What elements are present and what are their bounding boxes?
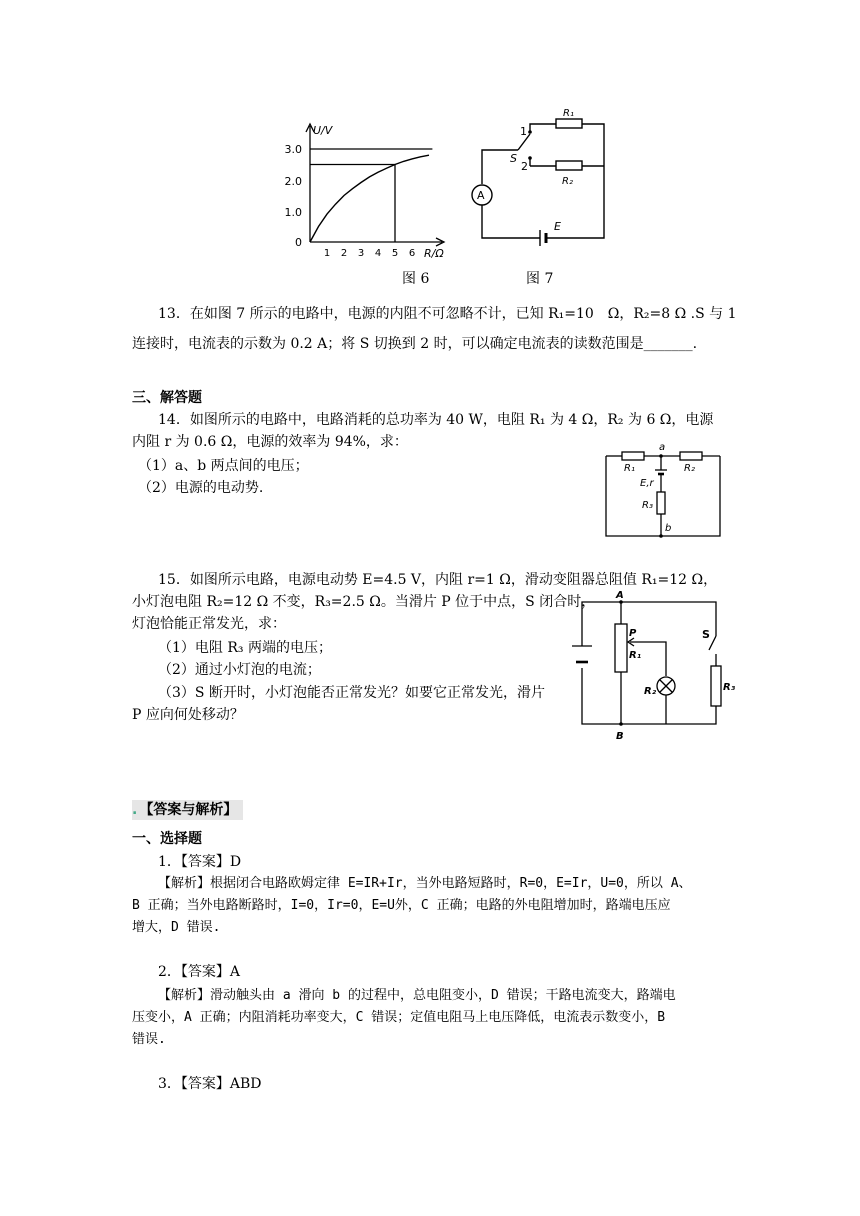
q15-label-B: B: [616, 731, 624, 742]
section3-title: 三、解答题: [132, 390, 202, 406]
fig7-ammeter-label: A: [477, 189, 485, 202]
a2-answer: 2．【答案】A: [158, 964, 241, 980]
fig6-y-tick: 3.0: [284, 143, 302, 156]
fig6-x-tick: 1: [323, 248, 331, 259]
q13-line1: 13．在如图 7 所示的电路中，电源的内阻不可忽略不计，已知 R₁=10 Ω，R₂=8 Ω .S 与 1: [158, 306, 737, 322]
q14-line2: 内阻 r 为 0.6 Ω，电源的效率为 94%，求：: [132, 434, 408, 450]
q14-sub1: （1）a、b 两点间的电压；: [138, 458, 309, 474]
q14-line1: 14．如图所示的电路中，电路消耗的总功率为 40 W，电阻 R₁ 为 4 Ω，R₂ 为 6 Ω，电源: [158, 412, 714, 428]
fig6-graph: [276, 120, 446, 262]
fig6-curve: [310, 155, 429, 242]
section1-title: 一、选择题: [132, 831, 202, 847]
q14-label-r1: R₁: [624, 463, 635, 474]
q15-label-r1: R₁: [629, 650, 642, 661]
q15-line2: 小灯泡电阻 R₂=12 Ω 不变，R₃=2.5 Ω。当滑片 P 位于中点，S 闭合时，: [132, 594, 596, 610]
q14-label-b: b: [665, 523, 672, 534]
q15-sub3b: P 应向何处移动？: [132, 707, 244, 723]
q15-line1: 15．如图所示电路，电源电动势 E=4.5 V，内阻 r=1 Ω，滑动变阻器总阻值 R₁=12 Ω，: [158, 572, 718, 588]
q14-label-er: E,r: [640, 478, 654, 489]
fig7-terminal-1: 1: [520, 125, 527, 138]
q15-label-r3: R₃: [723, 682, 736, 693]
fig6-x-tick: 4: [374, 248, 382, 259]
a1-exp3: 增大，D 错误.: [132, 920, 221, 935]
q15-sub3: （3）S 断开时，小灯泡能否正常发光？如要它正常发光，滑片: [158, 685, 545, 701]
fig6-x-tick: 2: [340, 248, 348, 259]
a2-exp1: 【解析】滑动触头由 a 滑向 b 的过程中，总电阻变小，D 错误；干路电流变大，路端电: [158, 988, 676, 1003]
q14-label-a: a: [659, 442, 666, 453]
a1-exp2: B 正确；当外电路断路时，I=0，Ir=0，E=U外，C 正确；电路的外电阻增加时，路端电压应: [132, 898, 671, 913]
fig6-x-tick: 5: [391, 248, 399, 259]
a1-exp1: 【解析】根据闭合电路欧姆定律 E=IR+Ir，当外电路短路时，R=0，E=Ir，U=0，所以 A、: [158, 876, 692, 891]
fig6-x-axis-label: R/Ω: [424, 247, 444, 260]
a3-answer: 3．【答案】ABD: [158, 1076, 262, 1092]
q15-label-r2: R₂: [644, 686, 657, 697]
a2-exp2: 压变小，A 正确；内阻消耗功率变大，C 错误；定值电阻马上电压降低，电流表示数变小，B: [132, 1010, 666, 1025]
fig7-circuit: [466, 104, 616, 244]
fig6-x-tick: 3: [357, 248, 365, 259]
fig6-caption: 图 6: [402, 271, 430, 287]
q14-sub2: （2）电源的电动势.: [138, 480, 264, 496]
q14-label-r3: R₃: [642, 500, 653, 511]
a1-answer: 1．【答案】D: [158, 854, 242, 870]
fig7-terminal-2: 2: [521, 160, 528, 173]
q13-line2: 连接时，电流表的示数为 0.2 A；将 S 切换到 2 时，可以确定电流表的读数范围是_______.: [132, 336, 698, 352]
q15-line3: 灯泡恰能正常发光，求：: [132, 616, 286, 632]
fig6-y-tick: 1.0: [284, 206, 302, 219]
q14-circuit: [598, 440, 730, 540]
fig7-label-r1: R₁: [563, 108, 574, 119]
fig6-y-tick: 0: [295, 236, 302, 249]
q14-label-r2: R₂: [684, 463, 695, 474]
fig6-y-axis-label: U/V: [313, 124, 333, 137]
fig7-caption: 图 7: [526, 271, 554, 287]
fig7-label-r2: R₂: [562, 176, 573, 187]
a2-exp3: 错误.: [132, 1032, 166, 1047]
fig6-x-tick: 6: [408, 248, 416, 259]
fig6-y-tick: 2.0: [284, 175, 302, 188]
fig7-label-s: S: [510, 152, 517, 165]
q15-label-P: P: [629, 628, 637, 639]
q15-circuit: [566, 586, 736, 746]
fig7-label-e: E: [554, 220, 561, 233]
answers-banner: . 【答案与解析】: [132, 800, 243, 820]
q15-sub1: （1）电阻 R₃ 两端的电压；: [158, 640, 332, 656]
q15-label-s: S: [702, 628, 710, 641]
q15-label-A: A: [616, 590, 624, 601]
q15-sub2: （2）通过小灯泡的电流；: [158, 662, 321, 678]
